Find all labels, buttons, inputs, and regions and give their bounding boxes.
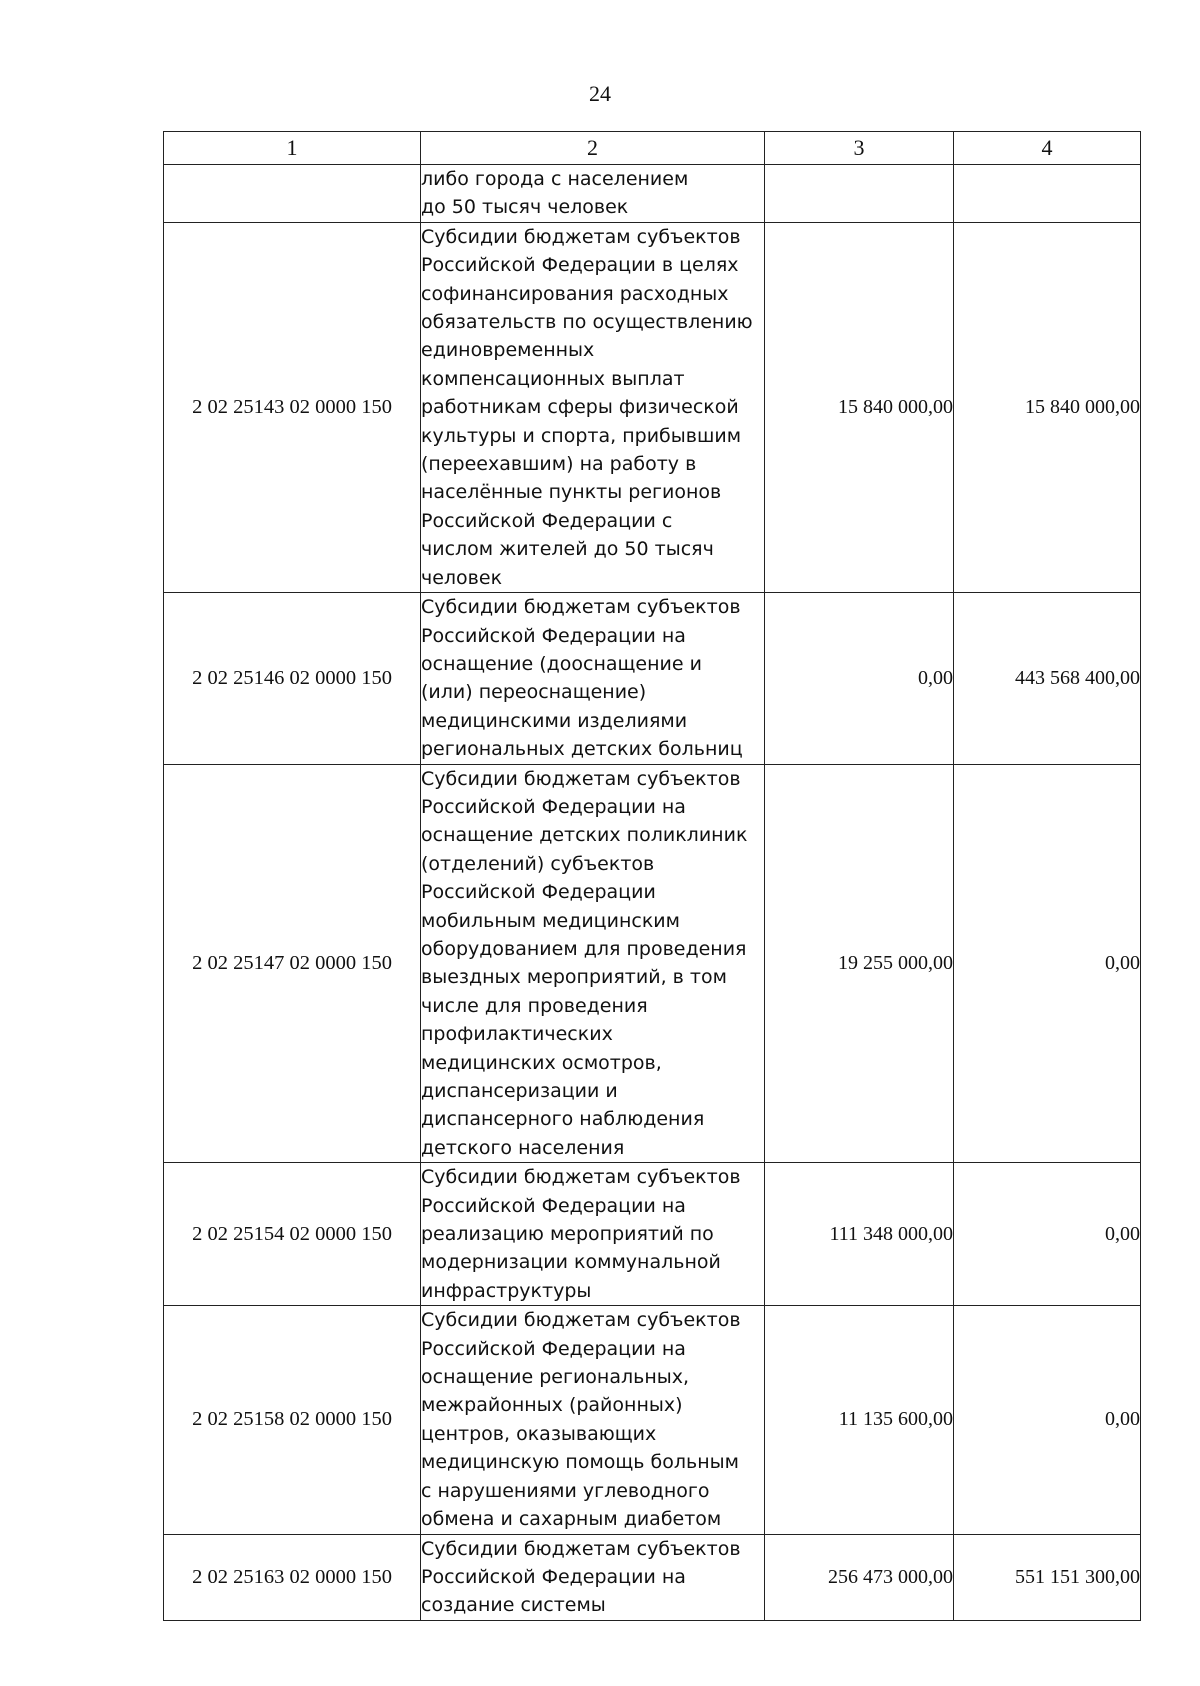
description-line: Российской Федерации в целях <box>421 254 739 277</box>
description-cell <box>421 593 765 764</box>
header-row <box>164 132 1141 165</box>
description-line: профилактических <box>421 1023 613 1046</box>
budget-code-cell: 2 02 25158 02 0000 150 <box>164 1306 421 1534</box>
amount-col-3-cell: 19 255 000,00 <box>765 764 954 1163</box>
budget-code-cell: 2 02 25143 02 0000 150 <box>164 222 421 592</box>
amount-col-3-cell: 256 473 000,00 <box>765 1534 954 1620</box>
description-line: оборудованием для проведения <box>421 937 747 960</box>
description-line: населённые пункты регионов <box>421 481 722 504</box>
description-line: Российской Федерации на <box>421 795 686 818</box>
description-line: числом жителей до 50 тысяч <box>421 538 714 561</box>
description-cell <box>421 1306 765 1534</box>
description-line: Российской Федерации на <box>421 1337 686 1360</box>
description-line: детского населения <box>421 1136 625 1159</box>
description-line: с нарушениями углеводного <box>421 1479 710 1502</box>
description-line: единовременных <box>421 339 595 362</box>
budget-code-cell: 2 02 25154 02 0000 150 <box>164 1163 421 1306</box>
description-line: Субсидии бюджетам субъектов <box>421 767 741 790</box>
budget-table <box>163 131 1141 1621</box>
amount-col-3-cell: 11 135 600,00 <box>765 1306 954 1534</box>
page-number: 24 <box>589 81 611 106</box>
description-line: центров, оказывающих <box>421 1422 657 1445</box>
description-line: культуры и спорта, прибывшим <box>421 424 742 447</box>
budget-code-cell: 2 02 25146 02 0000 150 <box>164 593 421 764</box>
description-line: обязательств по осуществлению <box>421 311 753 334</box>
description-line: диспансерного наблюдения <box>421 1108 705 1131</box>
description-line: Российской Федерации с <box>421 509 673 532</box>
amount-col-4-cell: 0,00 <box>954 1306 1141 1534</box>
table-body <box>164 165 1141 1621</box>
description-line: модернизации коммунальной <box>421 1251 721 1274</box>
description-line: Субсидии бюджетам субъектов <box>421 1166 741 1189</box>
table-row <box>164 593 1141 764</box>
amount-col-4-cell: 0,00 <box>954 764 1141 1163</box>
description-cell <box>421 764 765 1163</box>
description-line: либо города с населением <box>421 168 689 190</box>
amount-col-4-cell: 0,00 <box>954 1163 1141 1306</box>
header-col-3: 3 <box>765 132 954 165</box>
description-line: оснащение детских поликлиник <box>421 824 748 847</box>
amount-col-3-cell <box>765 165 954 223</box>
description-line: оснащение региональных, <box>421 1366 690 1389</box>
table-row <box>164 1534 1141 1620</box>
description-cell <box>421 1534 765 1620</box>
budget-code-cell: 2 02 25163 02 0000 150 <box>164 1534 421 1620</box>
table-row <box>164 764 1141 1163</box>
description-line: Субсидии бюджетам субъектов <box>421 1309 741 1332</box>
description-cell <box>421 165 765 223</box>
description-line: инфраструктуры <box>421 1279 592 1302</box>
amount-col-4-cell: 443 568 400,00 <box>954 593 1141 764</box>
description-line: Российской Федерации на <box>421 1194 686 1217</box>
description-line: межрайонных (районных) <box>421 1394 683 1417</box>
description-cell <box>421 1163 765 1306</box>
description-line: создание системы <box>421 1594 606 1617</box>
description-line: Российской Федерации на <box>421 1565 686 1588</box>
description-line: обмена и сахарным диабетом <box>421 1508 722 1531</box>
description-line: медицинских осмотров, <box>421 1051 662 1074</box>
header-col-2: 2 <box>421 132 765 165</box>
description-line: Субсидии бюджетам субъектов <box>421 225 741 248</box>
description-line: Субсидии бюджетам субъектов <box>421 596 741 619</box>
description-line: медицинскими изделиями <box>421 709 688 732</box>
table-row <box>164 165 1141 223</box>
description-line: диспансеризации и <box>421 1080 618 1102</box>
description-line: человек <box>421 566 503 589</box>
table-row <box>164 1306 1141 1534</box>
table-row <box>164 1163 1141 1306</box>
description-line: софинансирования расходных <box>421 282 729 305</box>
description-line: Российской Федерации на <box>421 624 686 647</box>
header-col-4: 4 <box>954 132 1141 165</box>
amount-col-4-cell: 551 151 300,00 <box>954 1534 1141 1620</box>
amount-col-4-cell: 15 840 000,00 <box>954 222 1141 592</box>
description-line: работникам сферы физической <box>421 396 739 419</box>
budget-code-cell: 2 02 25147 02 0000 150 <box>164 764 421 1163</box>
budget-code-cell <box>164 165 421 223</box>
amount-col-3-cell: 0,00 <box>765 593 954 764</box>
description-line: компенсационных выплат <box>421 367 685 390</box>
description-line: выездных мероприятий, в том <box>421 966 727 989</box>
amount-col-4-cell <box>954 165 1141 223</box>
description-line: (отделений) субъектов <box>421 852 655 875</box>
description-line: Субсидии бюджетам субъектов <box>421 1537 741 1560</box>
description-line: мобильным медицинским <box>421 909 680 932</box>
amount-col-3-cell: 15 840 000,00 <box>765 222 954 592</box>
amount-col-3-cell: 111 348 000,00 <box>765 1163 954 1306</box>
description-line: Российской Федерации <box>421 881 656 904</box>
description-line: региональных детских больниц <box>421 738 743 761</box>
description-line: (или) переоснащение) <box>421 681 647 704</box>
description-line: до 50 тысяч человек <box>421 196 629 219</box>
description-line: оснащение (дооснащение и <box>421 652 702 675</box>
description-line: (переехавшим) на работу в <box>421 453 697 476</box>
description-line: медицинскую помощь больным <box>421 1451 739 1474</box>
header-col-1: 1 <box>164 132 421 165</box>
description-line: реализацию мероприятий по <box>421 1223 714 1246</box>
description-cell <box>421 222 765 592</box>
description-line: числе для проведения <box>421 994 648 1017</box>
table-row <box>164 222 1141 592</box>
